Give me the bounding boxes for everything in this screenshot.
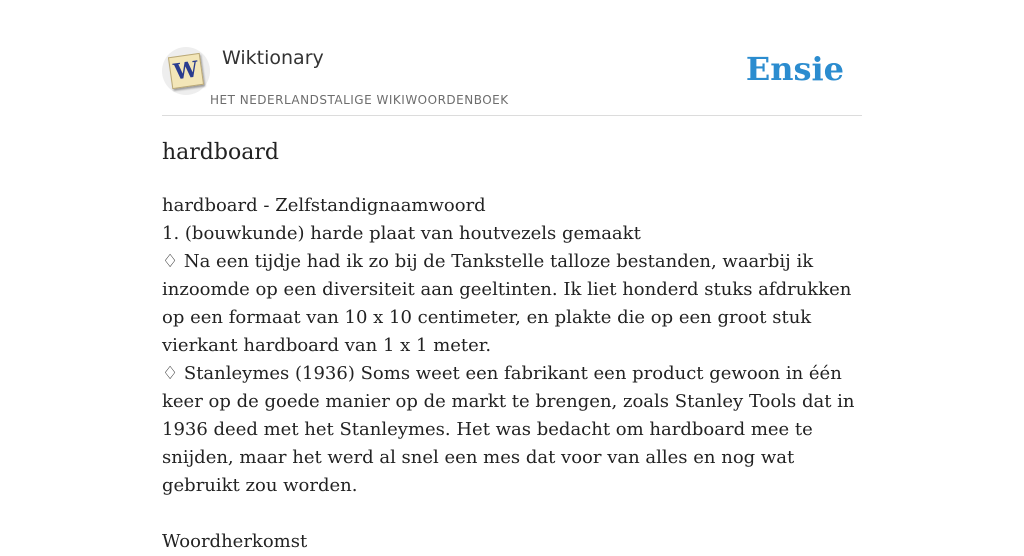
wiktionary-logo[interactable]: [162, 47, 210, 95]
site-subtitle: HET NEDERLANDSTALIGE WIKIWOORDENBOEK: [210, 93, 509, 107]
entry-content: [162, 192, 862, 556]
definition: 1. (bouwkunde) harde plaat van houtvezels gemaakt: [162, 223, 641, 244]
page-title: hardboard: [162, 140, 279, 165]
part-of-speech-line: hardboard - Zelfstandignaamwoord: [162, 195, 486, 216]
site-header: [162, 40, 862, 116]
example-sentence: ♢ Stanleymes (1936) Soms weet een fabrikant een product gewoon in één keer op de goede manier op de markt te brengen, zoals Stanley Tools dat in 1936 deed met het Stanleymes. Het was bedacht om hardboard mee te snijden, maar het werd al snel een mes dat voor van alles en nog wat gebruikt zou worden.: [162, 363, 855, 496]
site-name[interactable]: Wiktionary: [222, 47, 324, 69]
w-tile-icon: W: [168, 53, 204, 89]
example-sentence: ♢ Na een tijdje had ik zo bij de Tankstelle talloze bestanden, waarbij ik inzoomde op een diversiteit aan geeltinten. Ik liet honderd stuks afdrukken op een formaat van 10 x 10 centimeter, en plakte die op een groot stuk vierkant hardboard van 1 x 1 meter.: [162, 251, 852, 356]
section-heading-woordherkomst: Woordherkomst: [162, 531, 308, 552]
ensie-brand-logo[interactable]: Ensie: [745, 50, 844, 88]
